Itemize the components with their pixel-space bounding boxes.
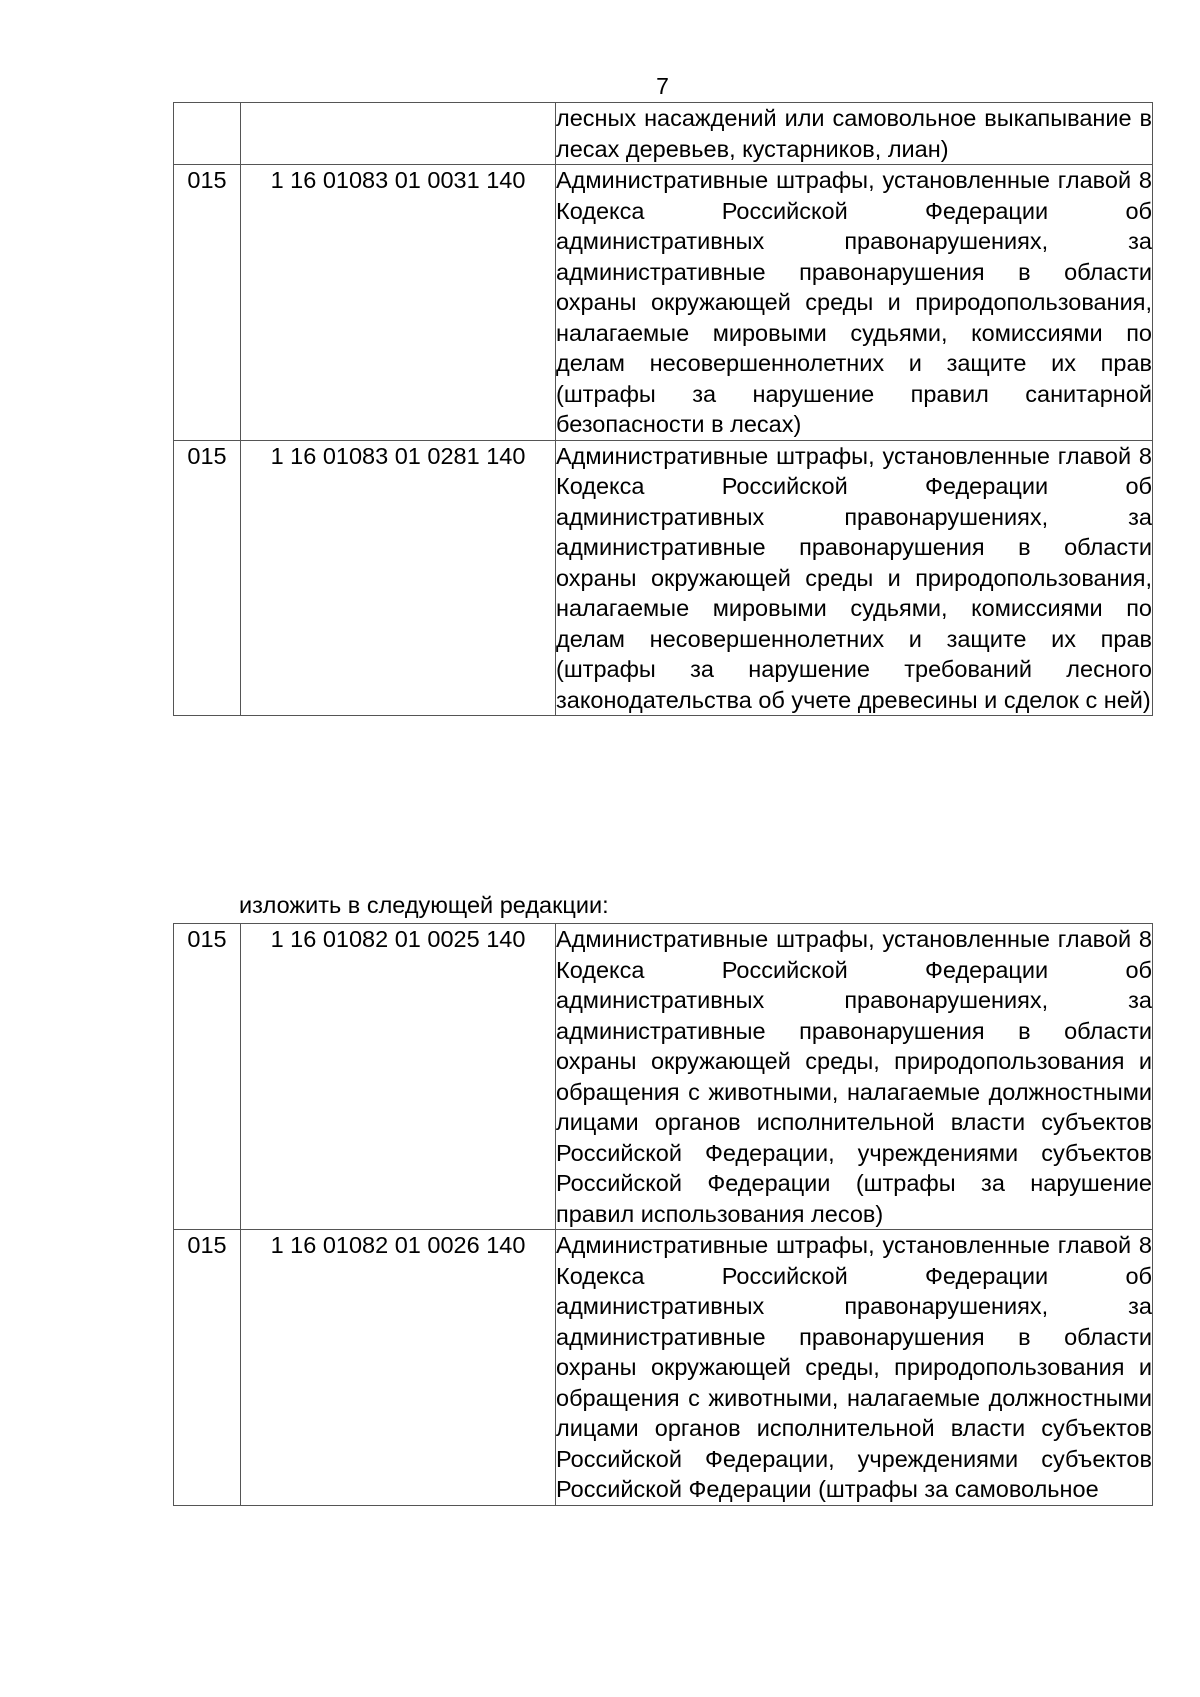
admin-code-cell: 015: [174, 165, 241, 441]
budget-codes-table-current: [173, 102, 1153, 716]
page-number: 7: [656, 73, 669, 99]
table-row: [174, 165, 1153, 441]
intro-paragraph: изложить в следующей редакции:: [239, 892, 609, 918]
budget-codes-table-new: [173, 923, 1153, 1506]
table-row: [174, 103, 1153, 165]
budget-code-cell: 1 16 01083 01 0281 140: [241, 440, 556, 716]
description-cell: Административные штрафы, установленные главой 8 Кодекса Российской Федерации об административных правонарушениях, за административные правонарушения в области охраны окружающей среды и природопользования, налагаемые мировыми судьями, комиссиями по делам несовершеннолетних и защите их прав (штрафы за нарушение правил санитарной безопасности в лесах): [556, 165, 1153, 441]
description-cell: Административные штрафы, установленные главой 8 Кодекса Российской Федерации об административных правонарушениях, за административные правонарушения в области охраны окружающей среды, природопользования и обращения с животными, налагаемые должностными лицами органов исполнительной власти субъектов Российской Федерации, учреждениями субъектов Российской Федерации (штрафы за самовольное: [556, 1230, 1153, 1506]
budget-code-cell: 1 16 01082 01 0025 140: [241, 924, 556, 1230]
admin-code-cell: [174, 103, 241, 165]
admin-code-cell: 015: [174, 1230, 241, 1506]
description-cell: лесных насаждений или самовольное выкапывание в лесах деревьев, кустарников, лиан): [556, 103, 1153, 165]
admin-code-cell: 015: [174, 440, 241, 716]
admin-code-cell: 015: [174, 924, 241, 1230]
table-row: [174, 440, 1153, 716]
table-row: [174, 924, 1153, 1230]
description-cell: Административные штрафы, установленные главой 8 Кодекса Российской Федерации об административных правонарушениях, за административные правонарушения в области охраны окружающей среды, природопользования и обращения с животными, налагаемые должностными лицами органов исполнительной власти субъектов Российской Федерации, учреждениями субъектов Российской Федерации (штрафы за нарушение правил использования лесов): [556, 924, 1153, 1230]
description-cell: Административные штрафы, установленные главой 8 Кодекса Российской Федерации об административных правонарушениях, за административные правонарушения в области охраны окружающей среды и природопользования, налагаемые мировыми судьями, комиссиями по делам несовершеннолетних и защите их прав (штрафы за нарушение требований лесного законодательства об учете древесины и сделок с ней): [556, 440, 1153, 716]
table-row: [174, 1230, 1153, 1506]
budget-code-cell: 1 16 01082 01 0026 140: [241, 1230, 556, 1506]
budget-code-cell: [241, 103, 556, 165]
budget-code-cell: 1 16 01083 01 0031 140: [241, 165, 556, 441]
